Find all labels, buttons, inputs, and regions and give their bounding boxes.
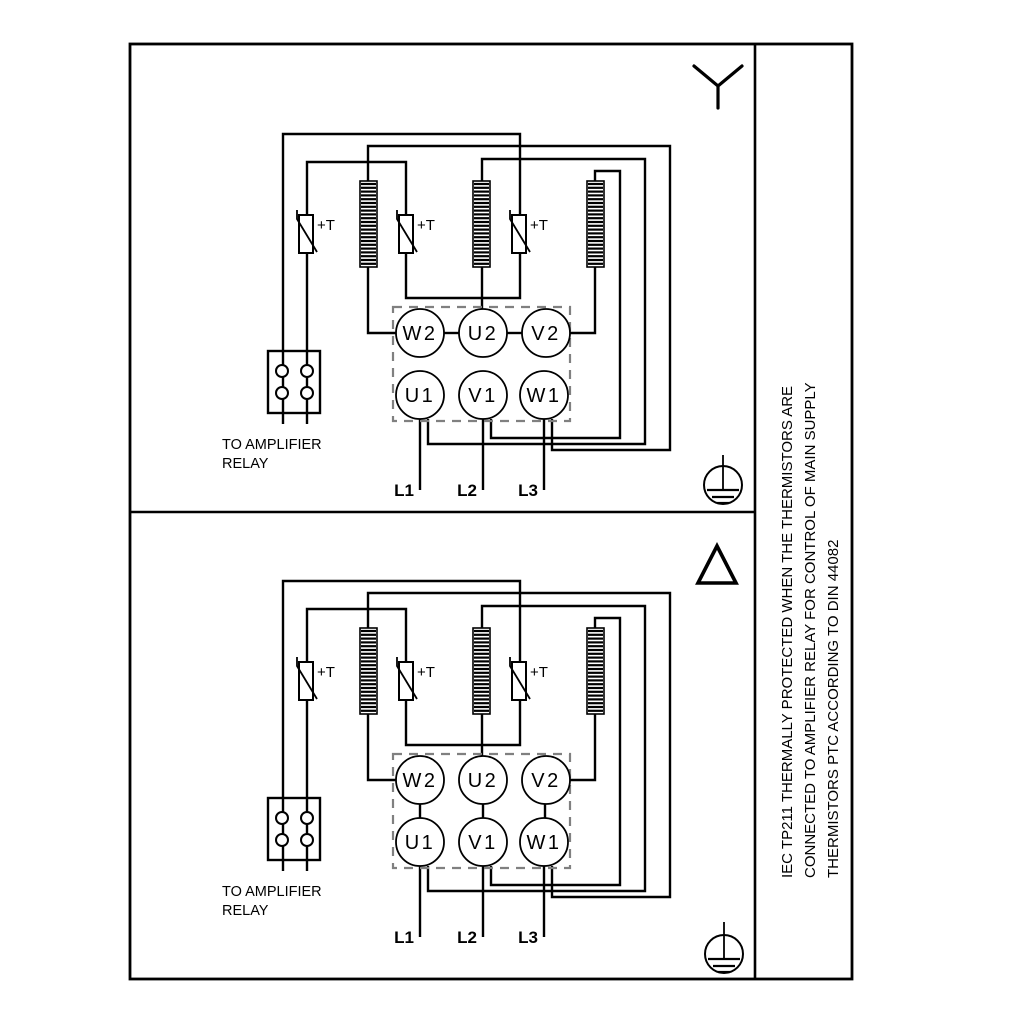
relay-terminal bbox=[301, 365, 313, 377]
terminal-label-u2: U2 bbox=[467, 770, 499, 792]
relay-terminal bbox=[276, 812, 288, 824]
thermistor-label: +T bbox=[317, 217, 335, 234]
star-panel-circuit bbox=[268, 134, 670, 490]
delta-panel-labels bbox=[222, 664, 562, 947]
star-panel-labels bbox=[222, 217, 562, 500]
supply-line-label-l1: L1 bbox=[394, 928, 414, 947]
relay-terminal bbox=[276, 365, 288, 377]
star-icon bbox=[694, 66, 742, 108]
relay-terminal bbox=[276, 834, 288, 846]
supply-line-label-l1: L1 bbox=[394, 481, 414, 500]
wire bbox=[406, 253, 520, 298]
relay-terminal bbox=[301, 834, 313, 846]
delta-icon bbox=[698, 546, 736, 583]
amplifier-relay-box bbox=[268, 351, 320, 413]
relay-note-line2: RELAY bbox=[222, 456, 269, 472]
terminal-label-u1: U1 bbox=[404, 385, 436, 407]
supply-line-label-l2: L2 bbox=[457, 481, 477, 500]
thermistor-label: +T bbox=[530, 664, 548, 681]
terminal-label-v1: V1 bbox=[468, 385, 498, 407]
wire bbox=[368, 267, 396, 333]
thermistor-label: +T bbox=[417, 217, 435, 234]
wire bbox=[406, 700, 520, 745]
thermistor-label: +T bbox=[417, 664, 435, 681]
terminal-label-u2: U2 bbox=[467, 323, 499, 345]
motor-winding-icon bbox=[587, 181, 604, 267]
relay-note-line1: TO AMPLIFIER bbox=[222, 884, 322, 900]
wire bbox=[570, 267, 595, 333]
wire bbox=[307, 609, 406, 662]
relay-note-line2: RELAY bbox=[222, 903, 269, 919]
wire bbox=[570, 714, 595, 780]
motor-winding-icon bbox=[360, 181, 377, 267]
relay-terminal bbox=[276, 387, 288, 399]
earth-ground-icon bbox=[705, 922, 743, 973]
terminal-label-v2: V2 bbox=[531, 323, 561, 345]
side-note bbox=[779, 382, 842, 878]
side-note-line2: CONNECTED TO AMPLIFIER RELAY FOR CONTROL OF MAIN SUPPLY bbox=[802, 382, 819, 878]
terminal-label-v2: V2 bbox=[531, 770, 561, 792]
delta-panel-circuit bbox=[268, 581, 670, 937]
side-note-line1: IEC TP211 THERMALLY PROTECTED WHEN THE THERMISTORS ARE bbox=[779, 385, 796, 878]
wire bbox=[307, 162, 406, 215]
motor-winding-icon bbox=[473, 628, 490, 714]
motor-winding-icon bbox=[587, 628, 604, 714]
motor-winding-icon bbox=[360, 628, 377, 714]
thermistor-label: +T bbox=[530, 217, 548, 234]
relay-terminal bbox=[301, 812, 313, 824]
terminal-label-v1: V1 bbox=[468, 832, 498, 854]
amplifier-relay-box bbox=[268, 798, 320, 860]
motor-winding-icon bbox=[473, 181, 490, 267]
wire bbox=[368, 714, 396, 780]
terminal-label-u1: U1 bbox=[404, 832, 436, 854]
terminal-label-w1: W1 bbox=[526, 832, 562, 854]
supply-line-label-l2: L2 bbox=[457, 928, 477, 947]
supply-line-label-l3: L3 bbox=[518, 481, 538, 500]
terminal-label-w1: W1 bbox=[526, 385, 562, 407]
side-note-line3: THERMISTORS PTC ACCORDING TO DIN 44082 bbox=[825, 539, 842, 878]
terminal-label-w2: W2 bbox=[402, 323, 438, 345]
terminal-label-w2: W2 bbox=[402, 770, 438, 792]
supply-line-label-l3: L3 bbox=[518, 928, 538, 947]
relay-terminal bbox=[301, 387, 313, 399]
earth-ground-icon bbox=[704, 455, 742, 504]
delta-terminal-links bbox=[420, 804, 545, 818]
relay-note-line1: TO AMPLIFIER bbox=[222, 437, 322, 453]
thermistor-label: +T bbox=[317, 664, 335, 681]
